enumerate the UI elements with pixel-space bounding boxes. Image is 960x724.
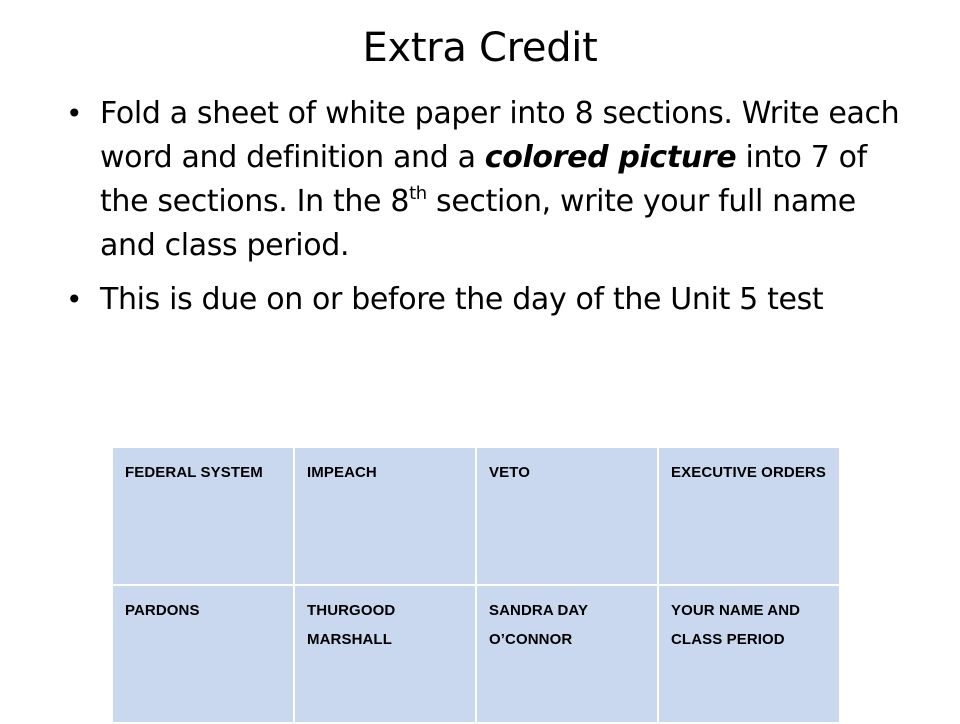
- table-cell: PARDONS: [112, 585, 294, 723]
- slide-title: Extra Credit: [362, 25, 598, 71]
- bullet-emphasis: colored picture: [484, 140, 737, 175]
- table-row: [112, 447, 840, 585]
- bullet-text: This is due on or before the day of the Unit 5 test: [100, 282, 824, 317]
- bullet-item-due-date: [66, 278, 912, 322]
- table-cell: EXECUTIVE ORDERS: [658, 447, 840, 585]
- table-cell: SANDRA DAY O’CONNOR: [476, 585, 658, 723]
- table-cell: THURGOOD MARSHALL: [294, 585, 476, 723]
- bullet-text-part1: Fold a sheet of white paper into 8 sections. Write each word and definition and a: [100, 96, 900, 175]
- ordinal-suffix: th: [409, 183, 427, 204]
- bullet-item-instructions: [66, 92, 912, 268]
- table-cell: YOUR NAME AND CLASS PERIOD: [658, 585, 840, 723]
- table-cell: IMPEACH: [294, 447, 476, 585]
- table-cell: VETO: [476, 447, 658, 585]
- bullet-list: [66, 92, 912, 322]
- bullet-dot-icon: •: [66, 97, 83, 130]
- bullet-text-part2: into 7 of the sections. In the 8: [100, 140, 867, 219]
- vocabulary-table: [111, 446, 841, 724]
- table-cell: FEDERAL SYSTEM: [112, 447, 294, 585]
- bullet-text-part3: section, write your full name and class period.: [100, 184, 856, 263]
- table-row: [112, 585, 840, 723]
- bullet-dot-icon: •: [66, 283, 83, 316]
